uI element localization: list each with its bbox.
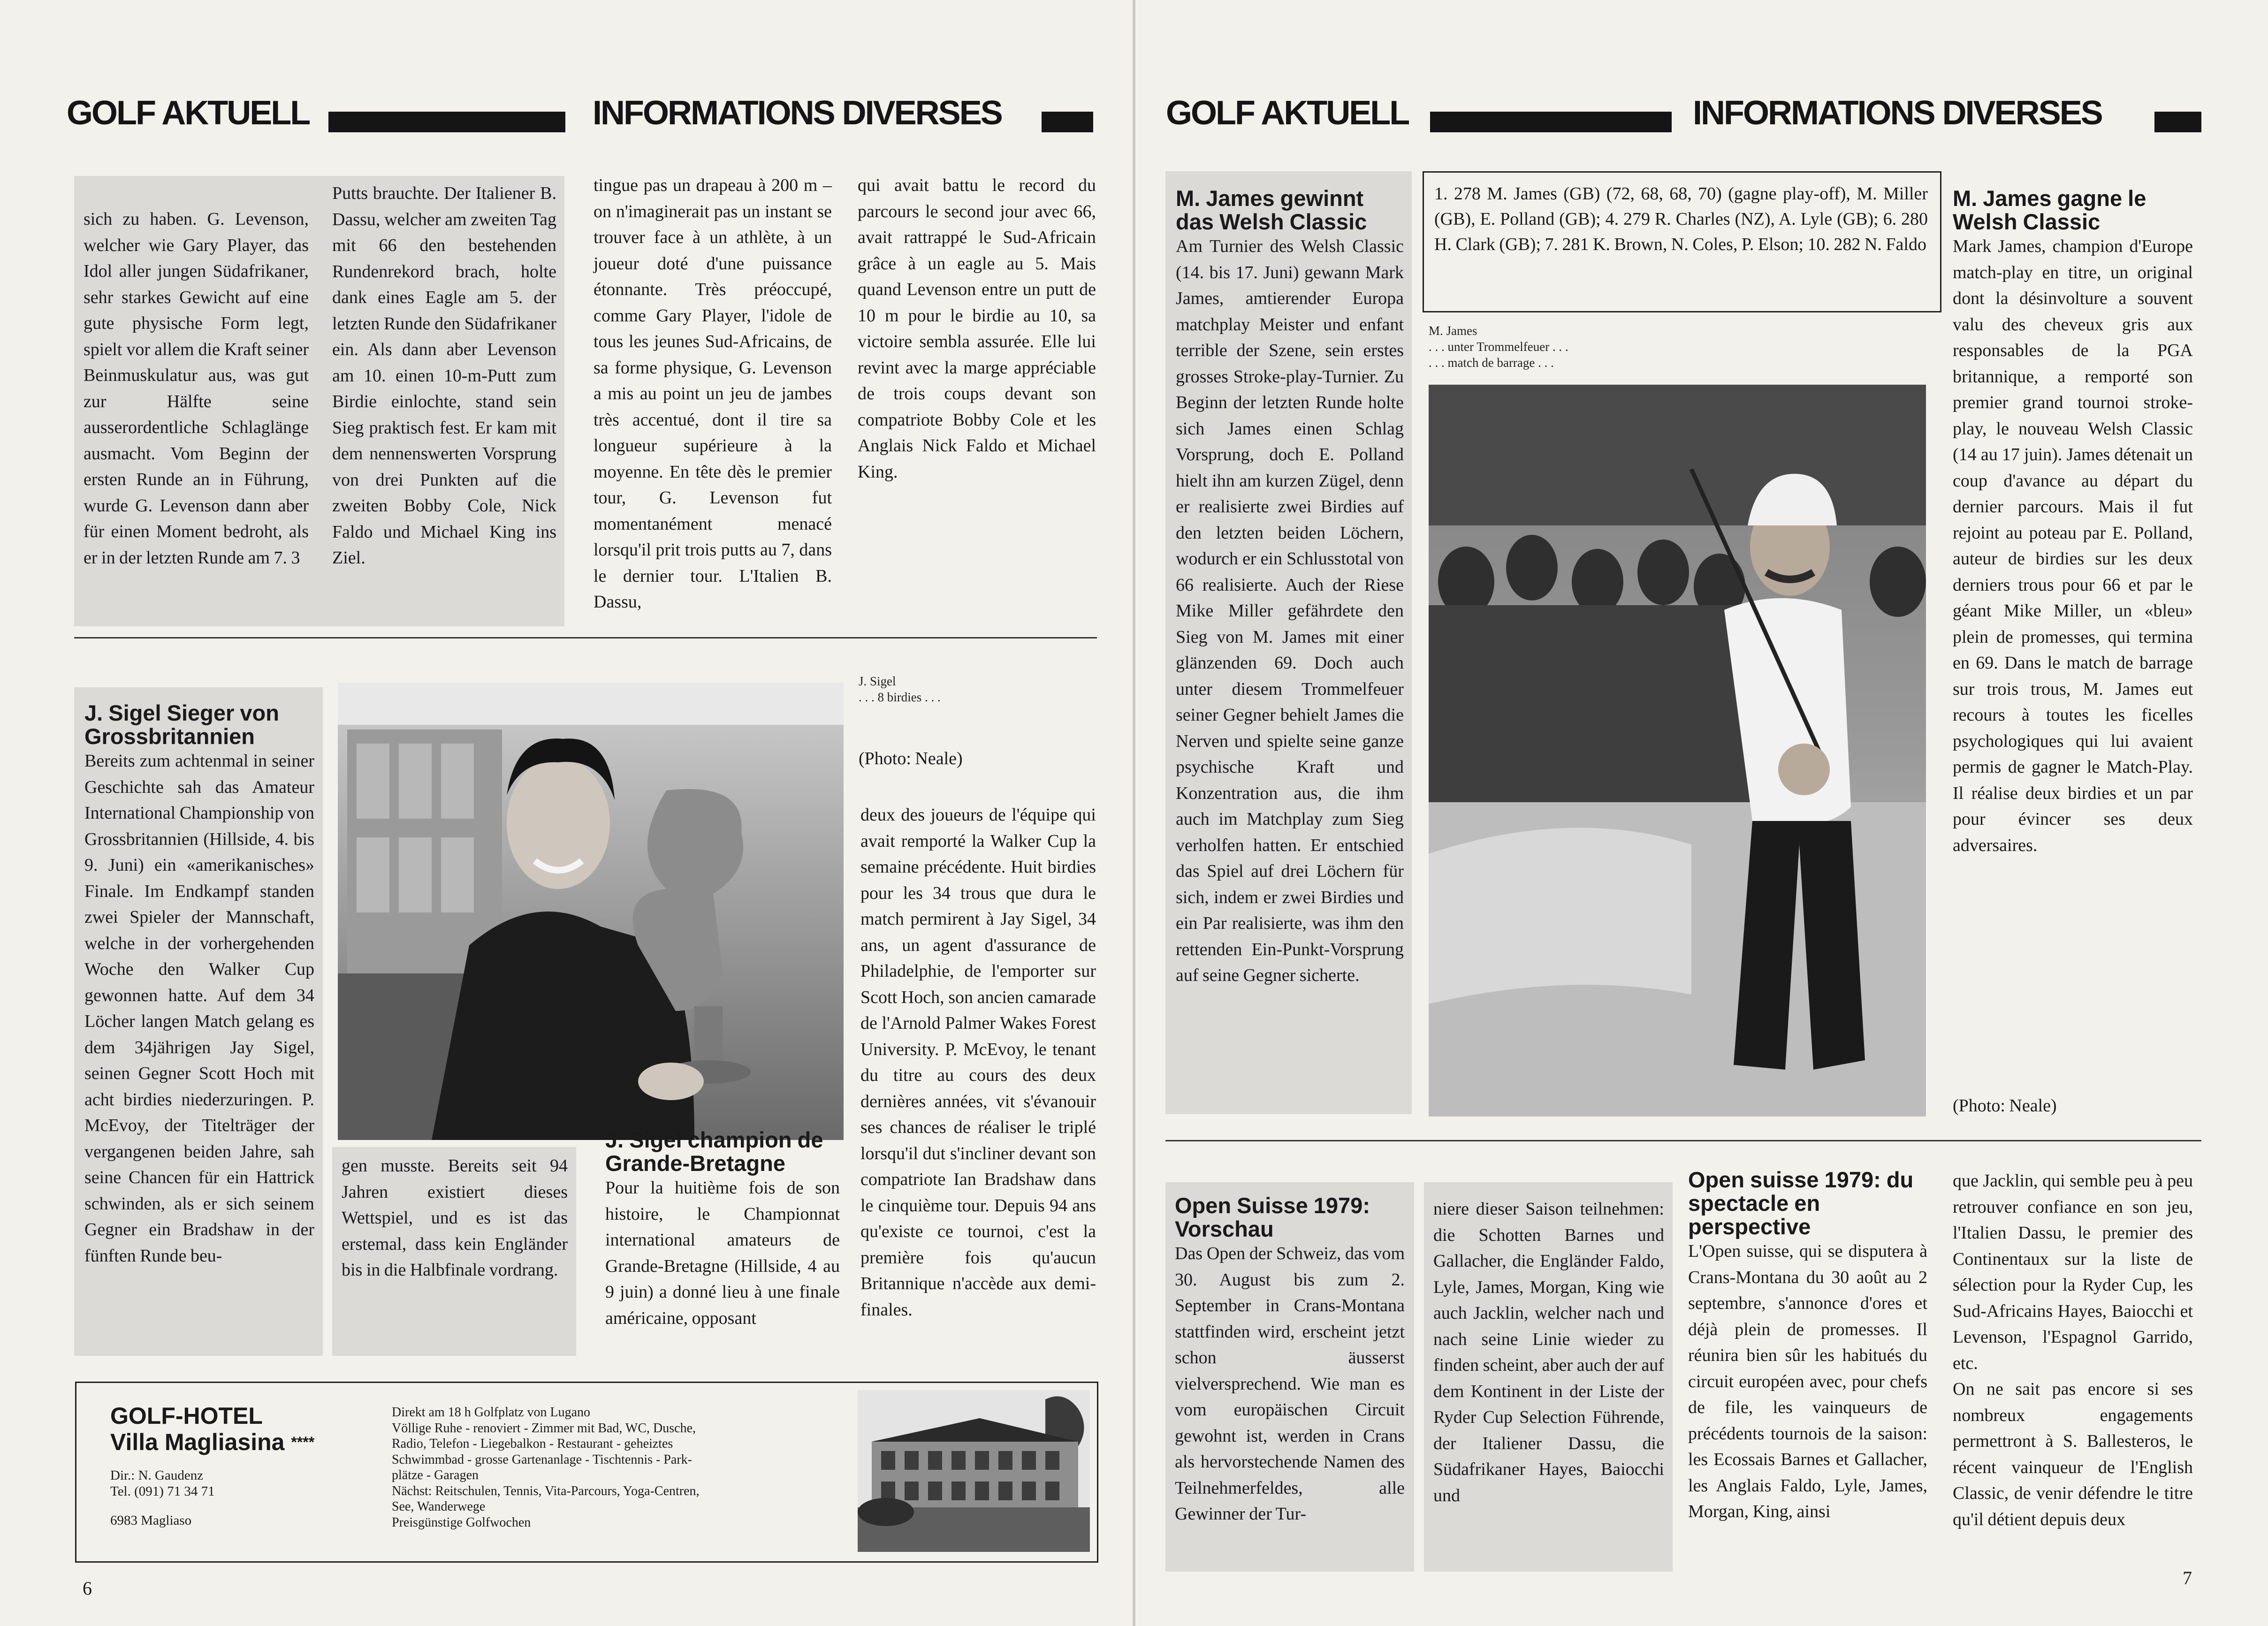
header-bar — [1430, 112, 1672, 132]
james-fr-title: M. James gagne le Welsh Classic — [1953, 186, 2146, 234]
page-number-right: 7 — [2183, 1567, 2192, 1588]
header-informations-diverses: INFORMATIONS DIVERSES — [1693, 94, 2102, 132]
james-photo — [1429, 385, 1926, 1117]
left-page — [0, 0, 1133, 1626]
hotel-contact: Dir.: N. Gaudenz Tel. (091) 71 34 71 6983 Magliaso — [110, 1468, 215, 1528]
header-bar-end — [1042, 112, 1093, 132]
header-bar-end — [2154, 112, 2201, 132]
sigel-fr-col2: deux des joueurs de l'équipe qui avait remporté la Walker Cup la semaine précédente. Huit birdies pour les 34 trous que dura le match permirent à Jay Sigel, 34 ans, un agent d'assurance de Philadelphie, de l'emporter sur Scott Hoch, son ancien camarade de l'Arnold Palmer Wakes Forest University. P. McEvoy, le tenant du titre au cours des deux dernières années, vit s'évanouir ses chances de réaliser le triplé lorsqu'il dut s'incliner devant son compatriote Ian Bradshaw dans le cinquième tour. Depuis 94 ans qu'existe ce tournoi, c'est la première fois qu'aucun Britannique n'accède aux demi-finales. — [860, 805, 1096, 1320]
right-page — [1135, 0, 2268, 1626]
james-de-col: M. James gewinnt das Welsh Classic Am Turnier des Welsh Classic (14. bis 17. Juni) gewann Mark James, amtierender Europa matchplay Meister und enfant terrible der Szene, sein erstes grosses Stroke-play-Turnier. Zu Beginn der letzten Runde holte sich James einen Schlag Vorsprung, doch E. Polland hielt ihn am kurzen Zügel, denn er realisierte zwei Birdies auf den letzten beiden Löchern, wodurch er ein Schlusstotal von 66 realisierte. Auch der Riese Mike Miller gefährdete den Sieg von M. James mit einer glänzenden 69. Doch auch unter diesem Trommelfeuer seiner Gegner behielt James die Nerven und spielte seine ganze psychische Kraft und Konzentration aus, die ihm auch im Matchplay zum Sieg verholfen hatten. Er entschied das Spiel auf drei Löchern für sich, indem er zwei Birdies und ein Par realisierte, was ihm den rettenden Ein-Punkt-Vorsprung auf seine Gegner sicherte. — [1176, 186, 1404, 985]
james-de-title: M. James gewinnt das Welsh Classic — [1176, 186, 1367, 234]
section-divider — [74, 637, 1097, 638]
page-number-left: 6 — [83, 1578, 92, 1599]
open-de-col1: Open Suisse 1979: Vorschau Das Open der Schweiz, das vom 30. August bis zum 2. September in Crans-Montana stattfinden wird, erscheint jetzt schon äusserst vielversprechend. Wie man es vom europäischen Circuit gewohnt ist, werden in Crans als hervorstechende Namen des Teilnehmerfeldes, alle Gewinner der Tur- — [1175, 1193, 1405, 1524]
open-de-col2: niere dieser Saison teilnehmen: die Schotten Barnes und Gallacher, die Engländer Faldo, Lyle, James, Morgan, King wie auch Jacklin, welcher nach und nach seine Linie wieder zu finden scheint, aber auch der auf dem Kontinent in der Liste der Ryder Cup Selection Führende, der Italiener Dassu, die Südafrikaner Hayes, Baiocchi und — [1433, 1199, 1664, 1505]
open-fr-col1: Open suisse 1979: du spectacle en perspective L'Open suisse, qui se disputera à Crans-Montana du 30 août au 2 septembre, s'annonce d'ores et déjà plein de promesses. Il réunira bien sûr les habitués du circuit européen avec, pour chefs de file, les vainqueurs de précédents tournois de la saison: les Ecossais Barnes et Gallacher, les Anglais Faldo, Lyle, James, Morgan, King, ainsi — [1688, 1167, 1927, 1521]
hotel-stars: **** — [291, 1434, 315, 1451]
section-divider — [1165, 1140, 2201, 1141]
james-fr-col: M. James gagne le Welsh Classic Mark James, champion d'Europe match-play en titre, un original dont la désinvolture a souvent valu des cheveux gris aux responsables de la PGA britannique, a remporté son premier grand tournoi stroke-play, le nouveau Welsh Classic (14 au 17 juin). James détenait un coup d'avance au départ du dernier parcours. Mais il fut rejoint au poteau par E. Polland, auteur de birdies sur les deux derniers trous pour 66 et par le géant Mike Miller, un «bleu» plein de promesses, qui termina en 69. Dans le match de barrage sur trois trous, M. James eut recours à toutes les ficelles psychologiques qui lui avaient permis de gagner le Match-Play. Il réalise deux birdies et un par pour évincer ses deux adversaires. — [1953, 186, 2193, 855]
header-golf-aktuell: GOLF AKTUELL — [1166, 94, 1409, 132]
hotel-building-photo — [858, 1390, 1090, 1552]
levenson-de-col1: sich zu haben. G. Levenson, welcher wie Gary Player, das Idol aller jungen Südafrikaner, sehr starkes Gewicht auf eine gute physische Form legt, spielt vor allem die Kraft seiner Beinmuskulatur aus, was gut zur Hälfte seine ausserordentliche Schlaglänge ausmacht. Vom Beginn der ersten Runde an in Führung, wurde G. Levenson dann aber für einen Moment bedroht, als er in der letzten Runde am 7. 3 — [84, 209, 309, 568]
levenson-fr-col1: tingue pas un drapeau à 200 m – on n'imaginerait pas un instant se trouver face à un athlète, à un joueur doté d'une puissance étonnante. Très préoccupé, comme Gary Player, l'idole de tous les jeunes Sud-Africains, de sa forme physique, G. Levenson a mis au point un jeu de jambes très accentué, dont il tire sa longueur supérieure à la moyenne. En tête dès le premier tour, G. Levenson fut momentanément menacé lorsqu'il prit trois putts au 7, dans le dernier tour. L'Italien B. Dassu, — [594, 175, 832, 612]
hotel-description: Direkt am 18 h Golfplatz von Lugano Völlige Ruhe - renoviert - Zimmer mit Bad, WC, Dusche, Radio, Telefon - Liegebalkon - Restaurant - geheiztes Schwimmbad - grosse Gartenanlage - Tischtennis - Park- plätze - Garagen Nächst: Reitschulen, Tennis, Vita-Parcours, Yoga-Centren, See, Wanderwege Preisgünstige Golfwochen — [392, 1405, 700, 1530]
results-box — [1423, 171, 1941, 312]
open-fr-title: Open suisse 1979: du spectacle en perspective — [1688, 1167, 1914, 1239]
sigel-de-col1: J. Sigel Sieger von Grossbritannien Bereits zum achtenmal in seiner Geschichte sah das Amateur International Championship von Grossbritannien (Hillside, 4. bis 9. Juni) ein «amerikanisches» Finale. Im Endkampf standen zwei Spieler der Mannschaft, welche in der vorhergehenden Woche den Walker Cup gewonnen hatte. Auf dem 34 Löcher langen Match gelang es dem 34jährigen Jay Sigel, seinen Gegner Scott Hoch mit acht birdies niederzuringen. P. McEvoy, der Titelträger der vergangenen beiden Jahre, sah seine Chancen für ein Hattrick schwinden, als er sich seinem Gegner ein Bradshaw in der fünften Runde beu- — [84, 700, 314, 1266]
header-informations-diverses: INFORMATIONS DIVERSES — [593, 94, 1002, 132]
results-text: 1. 278 M. James (GB) (72, 68, 68, 70) (gagne play-off), M. Miller (GB), E. Polland (GB); 4. 279 R. Charles (NZ), A. Lyle (GB); 6. 280 H. Clark (GB); 7. 281 K. Brown, N. Coles, P. Elson; 10. 282 N. Faldo — [1434, 184, 1928, 254]
sigel-photo-credit: (Photo: Neale) — [859, 749, 963, 768]
sigel-fr-col1: J. Sigel champion de Grande-Bretagne Pour la huitième fois de son histoire, le Championnat international amateurs de Grande-Bretagne (Hillside, 4 au 9 juin) a donné lieu à une finale américaine, opposant — [605, 1127, 840, 1328]
sigel-de-col2: gen musste. Bereits seit 94 Jahren existiert dieses Wettspiel, und es ist das erstemal, dass kein Engländer bis in die Halbfinale vordrang. — [342, 1156, 568, 1280]
hotel-name: GOLF-HOTEL Villa Magliasina **** — [110, 1403, 315, 1455]
header-bar — [328, 112, 565, 132]
james-photo-credit: (Photo: Neale) — [1953, 1096, 2057, 1116]
james-golf-swing-photo — [1429, 385, 1926, 1117]
sigel-de-title: J. Sigel Sieger von Grossbritannien — [84, 700, 279, 749]
hotel-photo — [858, 1390, 1090, 1552]
open-fr-col2: que Jacklin, qui semble peu à peu retrouver confiance en son jeu, l'Italien Dassu, le premier des Continentaux sur la liste de sélection pour la Ryder Cup, les Sud-Africains Hayes, Baiocchi et Levenson, l'Espagnol Garrido, etc. On ne sait pas encore si ses nombreux engagements permettront à S. Ballesteros, le récent vainqueur de l'English Classic, de venir défendre le titre qu'il détient depuis deux — [1953, 1171, 2193, 1529]
sigel-fr-title: J. Sigel champion de Grande-Bretagne — [605, 1127, 823, 1176]
sigel-caption: J. Sigel . . . 8 birdies . . . — [859, 674, 941, 704]
levenson-fr-col2: qui avait battu le record du parcours le second jour avec 66, avait rattrappé le Sud-Africain grâce à un eagle au 5. Mais quand Levenson entre un putt de 10 m pour le birdie au 10, sa victoire sembla assurée. Elle lui revint avec la marge appréciable de trois coups devant son compatriote Bobby Cole et les Anglais Nick Faldo et Michael King. — [858, 175, 1096, 482]
open-de-title: Open Suisse 1979: Vorschau — [1175, 1193, 1370, 1241]
james-caption: M. James . . . unter Trommelfeuer . . . . . . match de barrage . . . — [1429, 324, 1568, 370]
header-golf-aktuell: GOLF AKTUELL — [67, 94, 310, 132]
sigel-trophy-photo — [338, 683, 844, 1140]
sigel-photo — [338, 683, 844, 1140]
hotel-ad — [75, 1382, 1098, 1563]
levenson-de-col2: Putts brauchte. Der Italiener B. Dassu, welcher am zweiten Tag mit 66 den bestehenden Rundenrekord brach, holte dank eines Eagle am 5. der letzten Runde den Südafrikaner ein. Als dann aber Levenson am 10. einen 10-m-Putt zum Birdie einlochte, stand sein Sieg praktisch fest. Er kam mit dem nennenswerten Vorsprung von drei Punkten auf die zweiten Bobby Cole, Nick Faldo und Michael King ins Ziel. — [332, 183, 556, 568]
